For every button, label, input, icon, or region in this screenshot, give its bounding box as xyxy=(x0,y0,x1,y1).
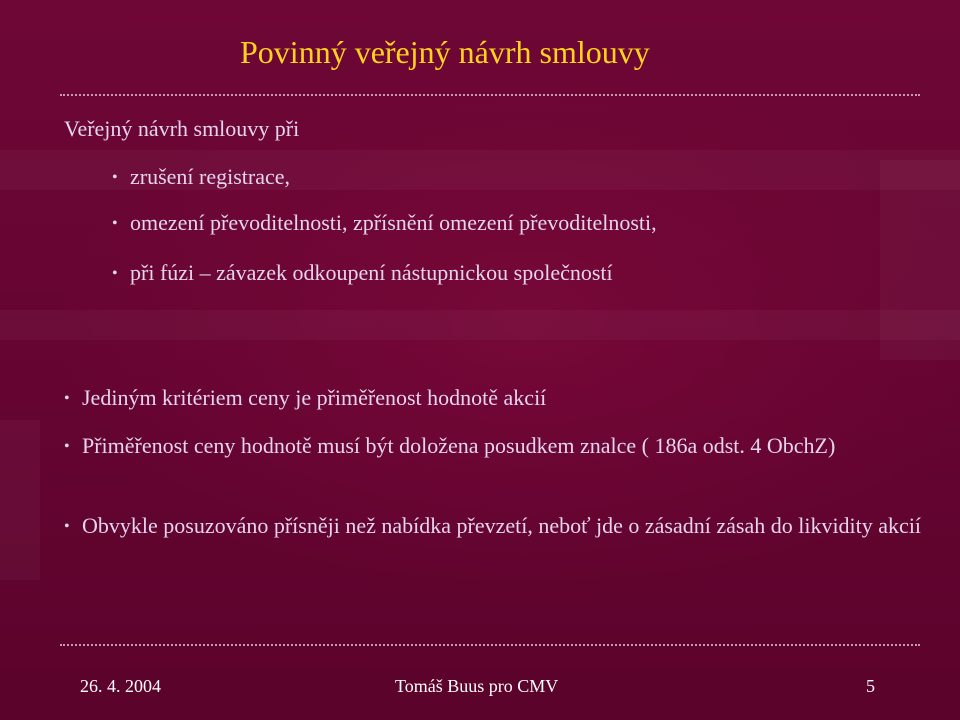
bullet-point-text: Přiměřenost ceny hodnotě musí být doložena posudkem znalce ( 186a odst. 4 ObchZ) xyxy=(82,433,836,458)
bullet-point xyxy=(64,430,924,463)
bullet-point-text: Jediným kritériem ceny je přiměřenost hodnotě akcií xyxy=(82,385,547,410)
bullet-icon: • xyxy=(64,438,70,455)
bullet-icon: • xyxy=(64,518,70,535)
background-pattern xyxy=(0,420,40,580)
page-number: 5 xyxy=(866,676,875,696)
list-item-text: při fúzi – závazek odkoupení nástupnickou společností xyxy=(130,260,613,285)
background-pattern xyxy=(880,160,960,360)
lead-text: Veřejný návrh smlouvy při xyxy=(64,116,300,141)
list-item xyxy=(112,258,613,289)
bullet-icon: • xyxy=(112,215,118,232)
footer-author: Tomáš Buus pro CMV xyxy=(395,676,559,696)
list-item xyxy=(112,162,290,193)
bullet-icon: • xyxy=(112,265,118,282)
bullet-point xyxy=(64,382,924,415)
background-pattern xyxy=(0,310,960,340)
slide-title: Povinný veřejný návrh smlouvy xyxy=(240,34,650,70)
list-item-text: omezení převoditelnosti, zpřísnění omezení převoditelnosti, xyxy=(130,210,657,235)
bullet-point xyxy=(64,510,924,543)
footer-divider xyxy=(60,644,920,649)
bullet-icon: • xyxy=(112,169,118,186)
footer-date: 26. 4. 2004 xyxy=(80,676,161,696)
title-divider xyxy=(60,94,920,99)
bullet-point-text: Obvykle posuzováno přísněji než nabídka převzetí, neboť jde o zásadní zásah do likvidity akcií xyxy=(82,513,922,538)
bullet-icon: • xyxy=(64,390,70,407)
list-item xyxy=(112,208,657,239)
list-item-text: zrušení registrace, xyxy=(130,164,291,189)
